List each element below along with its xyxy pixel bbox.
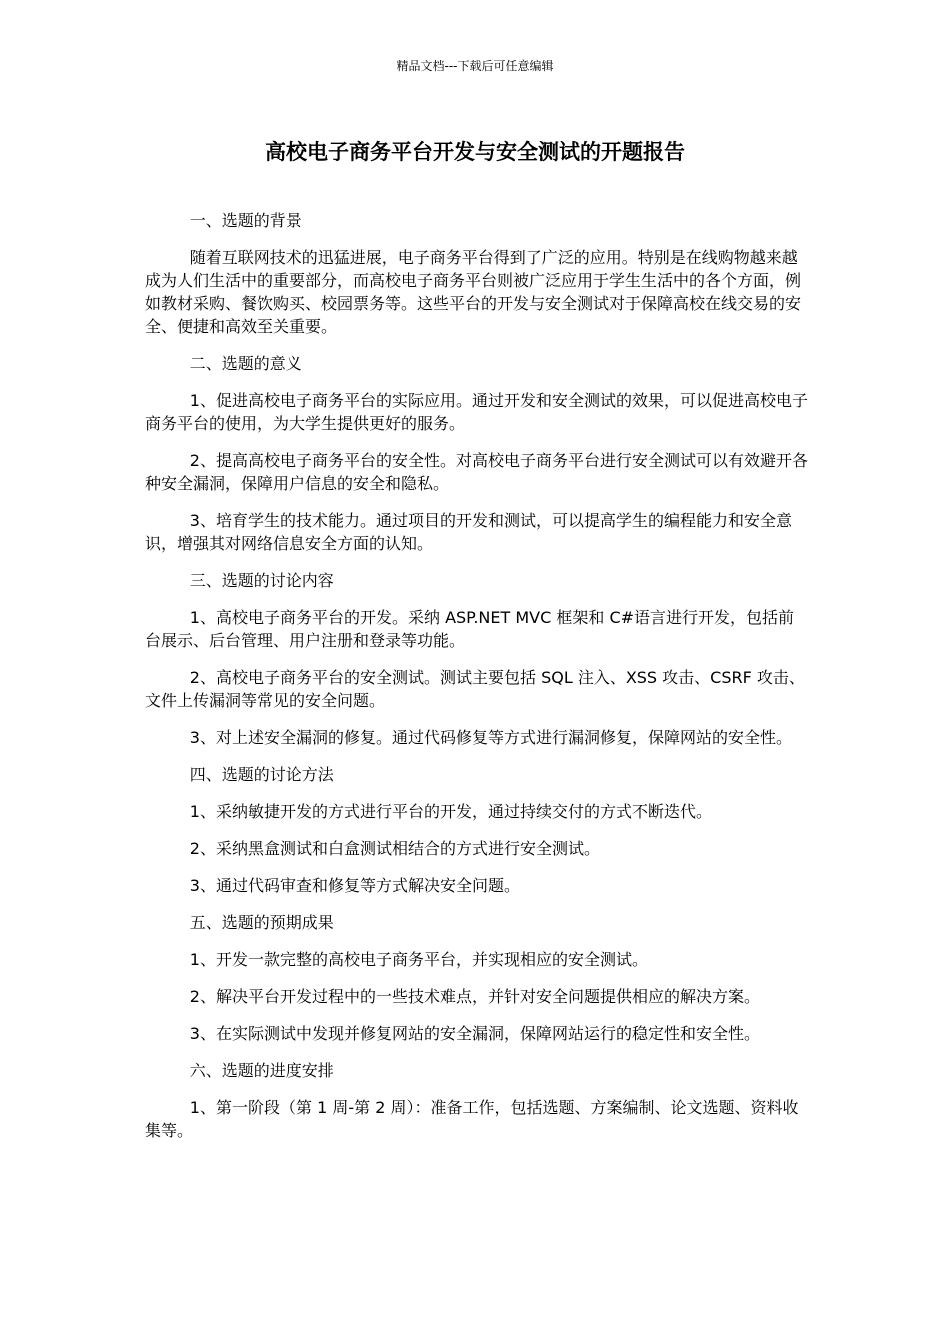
paragraph-methods-2: 2、采纳黑盒测试和白盒测试相结合的方式进行安全测试。 xyxy=(189,839,600,858)
section-heading-content: 三、选题的讨论内容 xyxy=(189,571,334,590)
section-heading-schedule: 六、选题的进度安排 xyxy=(189,1061,334,1080)
paragraph-schedule-1: 1、第一阶段（第 1 周-第 2 周）：准备工作，包括选题、方案编制、论文选题、资料收集等。 xyxy=(145,1098,799,1140)
section-heading-significance: 二、选题的意义 xyxy=(189,354,302,373)
paragraph-content-1: 1、高校电子商务平台的开发。采纳 ASP.NET MVC 框架和 C#语言进行开发，包括前台展示、后台管理、用户注册和登录等功能。 xyxy=(145,608,795,650)
paragraph-content-2: 2、高校电子商务平台的安全测试。测试主要包括 SQL 注入、XSS 攻击、CSRF 攻击、文件上传漏洞等常见的安全问题。 xyxy=(145,668,805,710)
paragraph-outcomes-3: 3、在实际测试中发现并修复网站的安全漏洞，保障网站运行的稳定性和安全性。 xyxy=(189,1024,760,1043)
section-heading-background: 一、选题的背景 xyxy=(189,211,302,230)
paragraph-content-3: 3、对上述安全漏洞的修复。通过代码修复等方式进行漏洞修复，保障网站的安全性。 xyxy=(189,728,792,747)
section-heading-methods: 四、选题的讨论方法 xyxy=(189,765,334,784)
paragraph-outcomes-2: 2、解决平台开发过程中的一些技术难点，并针对安全问题提供相应的解决方案。 xyxy=(189,987,760,1006)
paragraph-methods-1: 1、采纳敏捷开发的方式进行平台的开发，通过持续交付的方式不断迭代。 xyxy=(189,802,712,821)
paragraph-methods-3: 3、通过代码审查和修复等方式解决安全问题。 xyxy=(189,876,520,895)
paragraph-background: 随着互联网技术的迅猛进展，电子商务平台得到了广泛的应用。特别是在线购物越来越成为人们生活中的重要部分，而高校电子商务平台则被广泛应用于学生生活中的各个方面，例如教材采购、餐饮购买、校园票务等。这些平台的开发与安全测试对于保障高校在线交易的安全、便捷和高效至关重要。 xyxy=(145,248,802,336)
paragraph-significance-1: 1、促进高校电子商务平台的实际应用。通过开发和安全测试的效果，可以促进高校电子商务平台的使用，为大学生提供更好的服务。 xyxy=(145,391,808,433)
header-note: 精品文档---下载后可任意编辑 xyxy=(396,59,554,73)
paragraph-significance-3: 3、培育学生的技术能力。通过项目的开发和测试，可以提高学生的编程能力和安全意识，增强其对网络信息安全方面的认知。 xyxy=(145,511,792,553)
section-heading-outcomes: 五、选题的预期成果 xyxy=(189,913,334,932)
paragraph-outcomes-1: 1、开发一款完整的高校电子商务平台，并实现相应的安全测试。 xyxy=(189,950,648,969)
document-body xyxy=(145,209,810,1156)
document-title: 高校电子商务平台开发与安全测试的开题报告 xyxy=(265,140,685,164)
paragraph-significance-2: 2、提高高校电子商务平台的安全性。对高校电子商务平台进行安全测试可以有效避开各种安全漏洞，保障用户信息的安全和隐私。 xyxy=(145,451,808,493)
